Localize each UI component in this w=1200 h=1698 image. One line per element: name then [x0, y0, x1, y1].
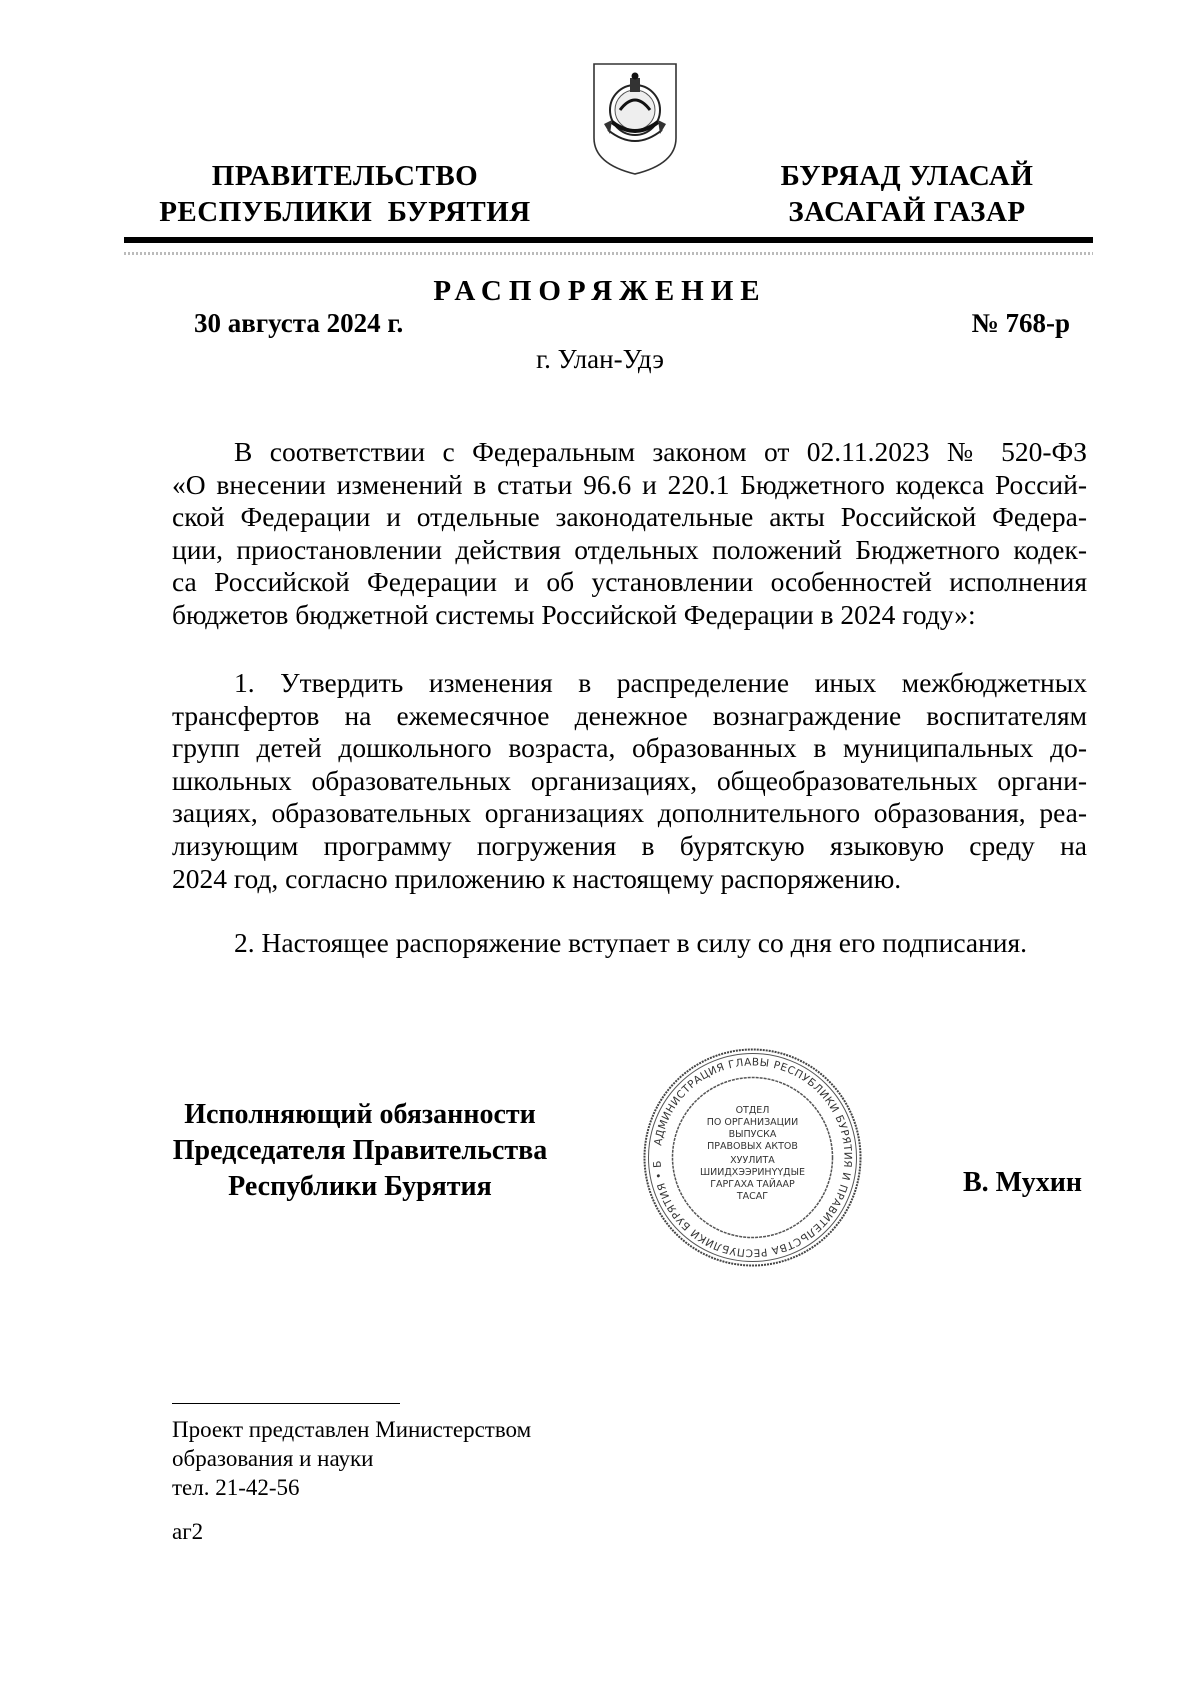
paragraph-preamble [172, 436, 1087, 632]
stamp-center-line: ПО ОРГАНИЗАЦИИ [706, 1117, 799, 1128]
text-line: В соответствии с Федеральным законом от 02.11.2023 № 520-ФЗ [234, 436, 1087, 467]
text-line: ции, приостановлении действия отдельных положений Бюджетного кодек- [172, 533, 1087, 565]
text-line: групп детей дошкольного возраста, образованных в муниципальных до- [172, 732, 1087, 764]
text-line: 1. Утвердить изменения в распределение иных межбюджетных [234, 667, 1087, 698]
signer-line2: Председателя Правительства [172, 1135, 548, 1166]
text-line: школьных образовательных организациях, общеобразовательных органи- [172, 764, 1087, 796]
text-line: зациях, образовательных организациях дополнительного образования, реа- [172, 797, 1087, 829]
header-left [150, 158, 540, 230]
text-line: са Российской Федерации и об установлении особенностей исполнения [172, 566, 1087, 598]
footnote [172, 1415, 531, 1502]
text-line: бюджетов бюджетной системы Российской Федерации в 2024 году»: [172, 598, 976, 630]
stamp-center-line: ХУУЛИТА [730, 1155, 775, 1166]
document-date: 30 августа 2024 г. [194, 308, 404, 338]
stamp-center-line: ОТДЕЛ [735, 1105, 770, 1116]
footnote-line2: образования и науки [172, 1446, 374, 1471]
header-left-line1: ПРАВИТЕЛЬСТВО [211, 160, 479, 192]
stamp-center-line: ТАСАГ [736, 1191, 769, 1202]
text-line: ской Федерации и отдельные законодательные акты Российской Федера- [172, 501, 1087, 533]
coat-of-arms-icon [590, 60, 680, 178]
text-line: трансфертов на ежемесячное денежное вознаграждение воспитателям [172, 699, 1087, 731]
stamp-center-line: ПРАВОВЫХ АКТОВ [707, 1141, 798, 1152]
footnote-line3: тел. 21-42-56 [172, 1475, 300, 1500]
header-divider-thin [124, 252, 1093, 255]
header-right-line2: ЗАСАГАЙ ГАЗАР [788, 196, 1026, 228]
document-number: № 768-р [971, 308, 1070, 338]
header-right-line1: БУРЯАД УЛАСАЙ [780, 160, 1034, 192]
header-right [752, 158, 1062, 230]
document-city: г. Улан-Удэ [536, 344, 664, 374]
footnote-line1: Проект представлен Министерством [172, 1417, 532, 1442]
signer-title [150, 1097, 570, 1205]
footnote-divider [172, 1403, 400, 1404]
signer-name: В. Мухин [963, 1167, 1082, 1198]
document-code: аг2 [172, 1519, 204, 1544]
stamp-center-line: ГАРГАХА ТАЙААР [710, 1179, 795, 1190]
text-line: 2024 год, согласно приложению к настоящему распоряжению. [172, 862, 902, 894]
signer-line1: Исполняющий обязанности [184, 1099, 536, 1130]
text-line: лизующим программу погружения в бурятскую языковую среду на [172, 829, 1087, 861]
paragraph-item-2 [172, 927, 1087, 960]
paragraph-item-1 [172, 667, 1087, 895]
text-line: 2. Настоящее распоряжение вступает в силу со дня его подписания. [234, 927, 1028, 958]
stamp-center-line: ВЫПУСКА [728, 1129, 777, 1140]
text-line: «О внесении изменений в статьи 96.6 и 220.1 Бюджетного кодекса Россий- [172, 468, 1087, 500]
stamp-ring-text: АДМИНИСТРАЦИЯ ГЛАВЫ РЕСПУБЛИКИ БУРЯТИЯ И ПРАВИТЕЛЬСТВА РЕСПУБЛИКИ БУРЯТИЯ • Б [651, 1056, 854, 1259]
header-divider [124, 237, 1093, 243]
signer-line3: Республики Бурятия [228, 1171, 492, 1202]
header-left-line2: РЕСПУБЛИКИ БУРЯТИЯ [159, 196, 531, 228]
official-stamp [640, 1045, 865, 1270]
document-title: РАСПОРЯЖЕНИЕ [433, 275, 767, 307]
stamp-center-line: ШИИДХЭЭРИНҮҮДЫЕ [700, 1167, 805, 1178]
